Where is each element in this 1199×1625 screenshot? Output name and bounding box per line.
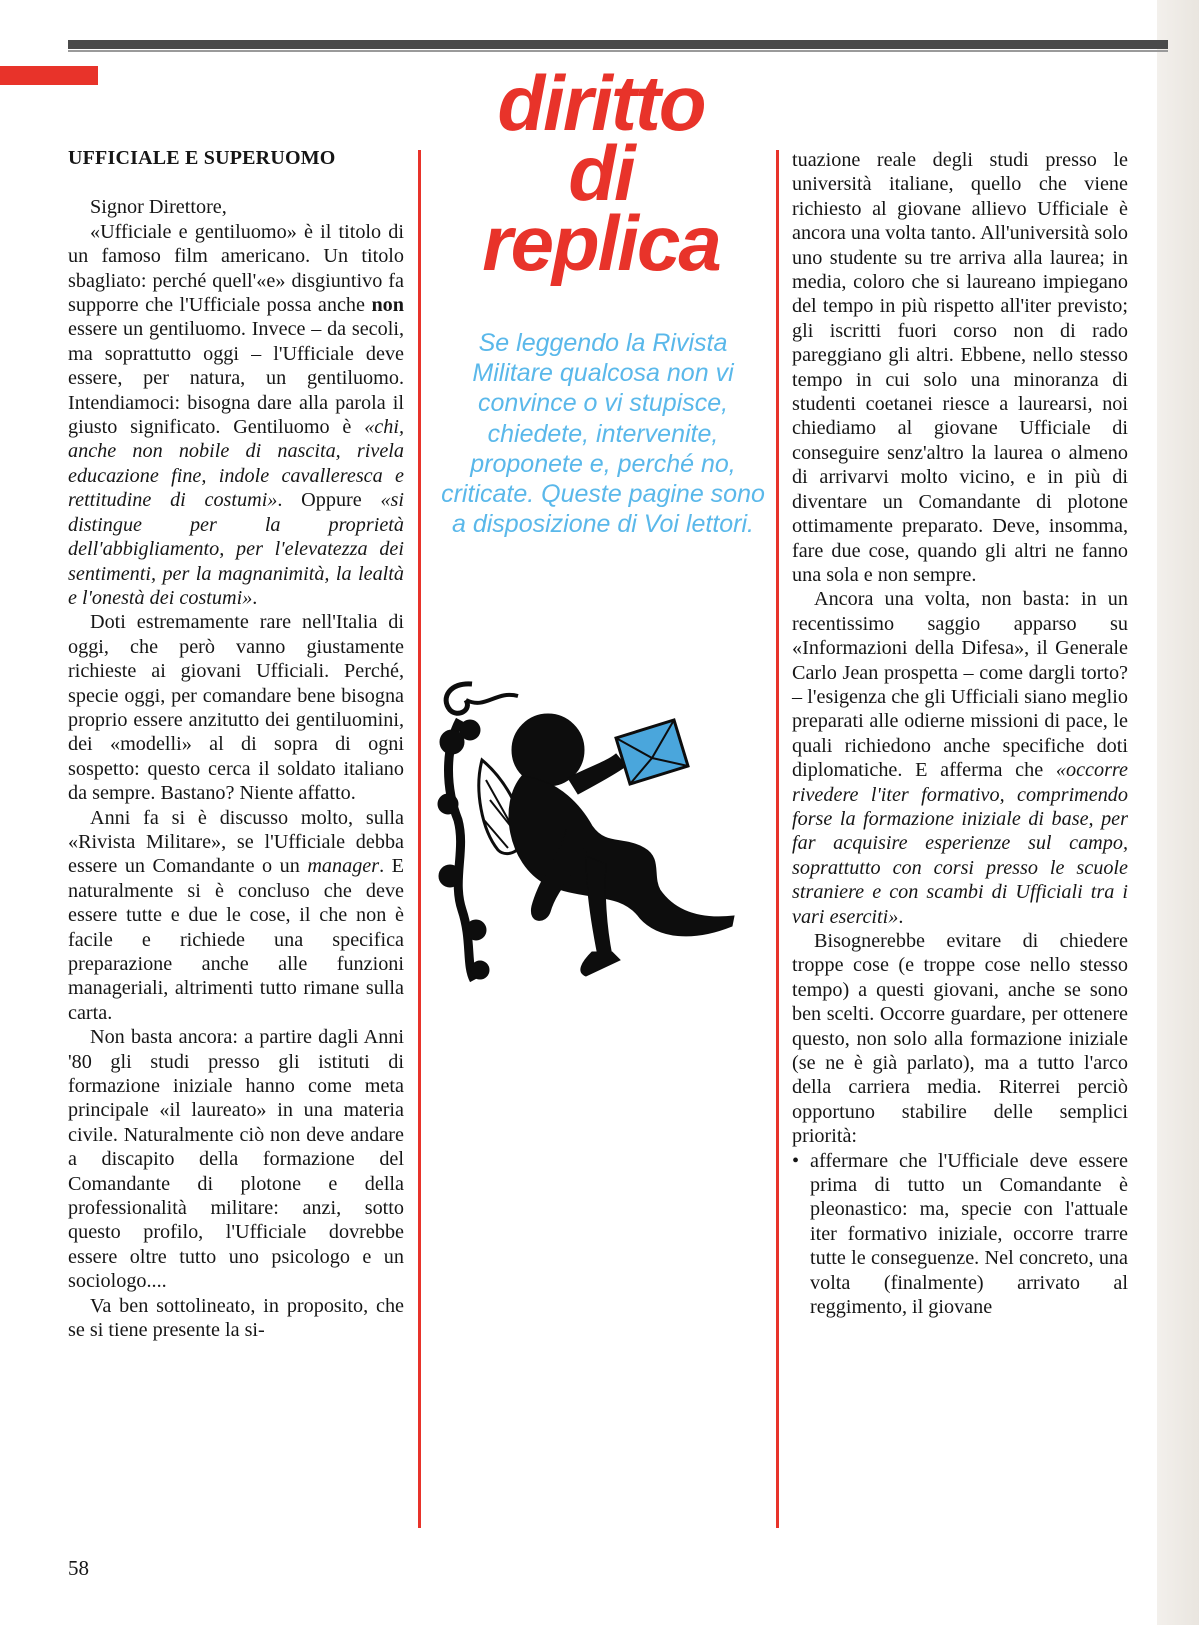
text-run: . (898, 905, 904, 928)
top-rule (68, 40, 1168, 49)
page-number: 58 (68, 1556, 89, 1580)
italic-text: manager (307, 855, 380, 878)
quote: «si distingue per la proprietà dell'abbigliamento, per l'elevatezza dei sentimenti, per la magnanimità, la lealtà e l'onestà dei costumi» (68, 489, 405, 609)
paragraph: Doti estremamente rare nell'Italia di oggi, che però vanno giustamente richieste ai giovani Ufficiali. Perché, specie oggi, per comandare bene bisogna proprio essere anzitutto dei gentiluomini, dei «modelli» al di sopra di ogni sospetto: questo cerca il soldato italiano da sempre. Bastano? Niente affatto. (68, 611, 404, 805)
paragraph: Va ben sottolineato, in proposito, che se si tiene presente la si- (68, 1294, 404, 1342)
salutation: Signor Direttore, (90, 196, 227, 219)
paragraph: Non basta ancora: a partire dagli Anni '80 gli studi presso gli istituti di formazione iniziale hanno come meta principale «il laureato» in una materia civile. Naturalmente ciò non deve andare a discapito della formazione del Comandante di plotone e della professionalità militare: anzi, sotto questo profilo, l'Ufficiale dovrebbe essere oltre tutto uno psicologo e un sociologo.... (68, 1026, 404, 1293)
text-run: essere un gentiluomo. Invece – da secoli, ma soprattutto oggi – l'Ufficiale deve essere, per natura, un gentiluomo. Intendiamoci: bisogna dare alla parola il giusto significato. Gentiluomo è (68, 318, 404, 439)
column-divider-left (418, 150, 421, 1528)
text-run: Ancora una volta, non basta: in un recentissimo saggio apparso su «Informazioni della Difesa», il Generale Carlo Jean prospetta – come dargli torto? – l'esigenza che gli Ufficiali siano meglio preparati alle odierne missioni di pace, le quali richiedono anche specifiche doti diplomatiche. E afferma che (792, 588, 1128, 782)
list-item-text: affermare che l'Ufficiale deve essere prima di tutto un Comandante è pleonastico: ma, specie con l'attuale iter formativo iniziale, occorre trarre tutte le conseguenze. Nel concreto, una volta (finalmente) arrivato al reggimento, il giovane (810, 1149, 1128, 1319)
text-run: «Ufficiale e gentiluomo» è il titolo di un famoso film americano. Un titolo sbagliato: perché quell'«e» disgiuntivo fa supporre che l'Ufficiale possa anche (68, 220, 404, 317)
paragraph: Bisognerebbe evitare di chiedere troppe cose (e troppe cose nello stesso tempo) a questi giovani, anche se sono ben scelti. Occorre guardare, per ottenere questo, non solo alla formazione iniziale (se ne è già parlato), ma a tutto l'arco della carriera media. Riterrei perciò opportuno stabilire delle semplici priorità: (792, 930, 1128, 1148)
paragraph (68, 806, 404, 1026)
column-divider-right (776, 150, 779, 1528)
bullet-icon: • (792, 1149, 800, 1172)
page-edge (1157, 0, 1199, 1625)
text-run: . Oppure (277, 489, 381, 512)
list-item (792, 1149, 1128, 1320)
quote: «occorre rivedere l'iter formativo, comprimendo forse la formazione iniziale di base, per far acquisire esperienze sul campo, soprattutto con corsi presso le scuole straniere e con scambi di Ufficiali tra i vari eserciti» (792, 759, 1128, 928)
paragraph (68, 220, 404, 611)
text-run: . E naturalmente si è concluso che deve essere tutte e due le cose, il che non è facile e richiede una specifica preparazione anche alle funzioni manageriali, altrimenti tutto rimane sulla carta. (68, 855, 404, 1024)
top-rule-thin (68, 50, 1168, 52)
paragraph: tuazione reale degli studi presso le università italiane, quello che viene richiesto al giovane allievo Ufficiale è ancora una volta tanto. All'università solo uno studente su tre arriva alla laurea; in media, coloro che si laureano impiegano del tempo in più rispetto all'iter previsto; gli iscritti fuori corso non di rado pareggiano gli altri. Ebbene, nello stesso tempo in cui solo una minoranza di studenti coetanei riesce a laurearsi, noi chiediamo al giovane Ufficiale di conseguire senz'altro la laurea o almeno di arrivarvi molto vicino, e in più di diventare un Comandante di plotone ottimamente preparato. Deve, insomma, fare due cose, quando gli altri ne fanno una sola e non sempre. (792, 149, 1128, 586)
section-tab (0, 66, 98, 85)
title-line-1: diritto (497, 59, 705, 147)
left-column (68, 146, 404, 1343)
intro-blurb: Se leggendo la Rivista Militare qualcosa non vi convince o vi stupisce, chiedete, intervenite, proponete e, perché no, criticate. Queste pagine sono a disposizione di Voi lettori. (441, 329, 765, 539)
quote: «chi, anche non nobile di nascita, rivela educazione fine, indole cavalleresca e rettitudine di costumi» (68, 416, 404, 512)
title-line-2: di (568, 129, 634, 217)
bold-text: non (371, 294, 404, 317)
title-line-3: replica (482, 199, 720, 287)
text-run: Anni fa si è discusso molto, sulla «Rivista Militare», se l'Ufficiale debba essere un Comandante o un (68, 806, 404, 878)
right-column (792, 148, 1128, 1320)
cherub-with-envelope-icon (436, 680, 766, 990)
paragraph (792, 587, 1128, 929)
text-run: . (252, 586, 258, 609)
article-heading: UFFICIALE E SUPERUOMO (68, 147, 336, 169)
